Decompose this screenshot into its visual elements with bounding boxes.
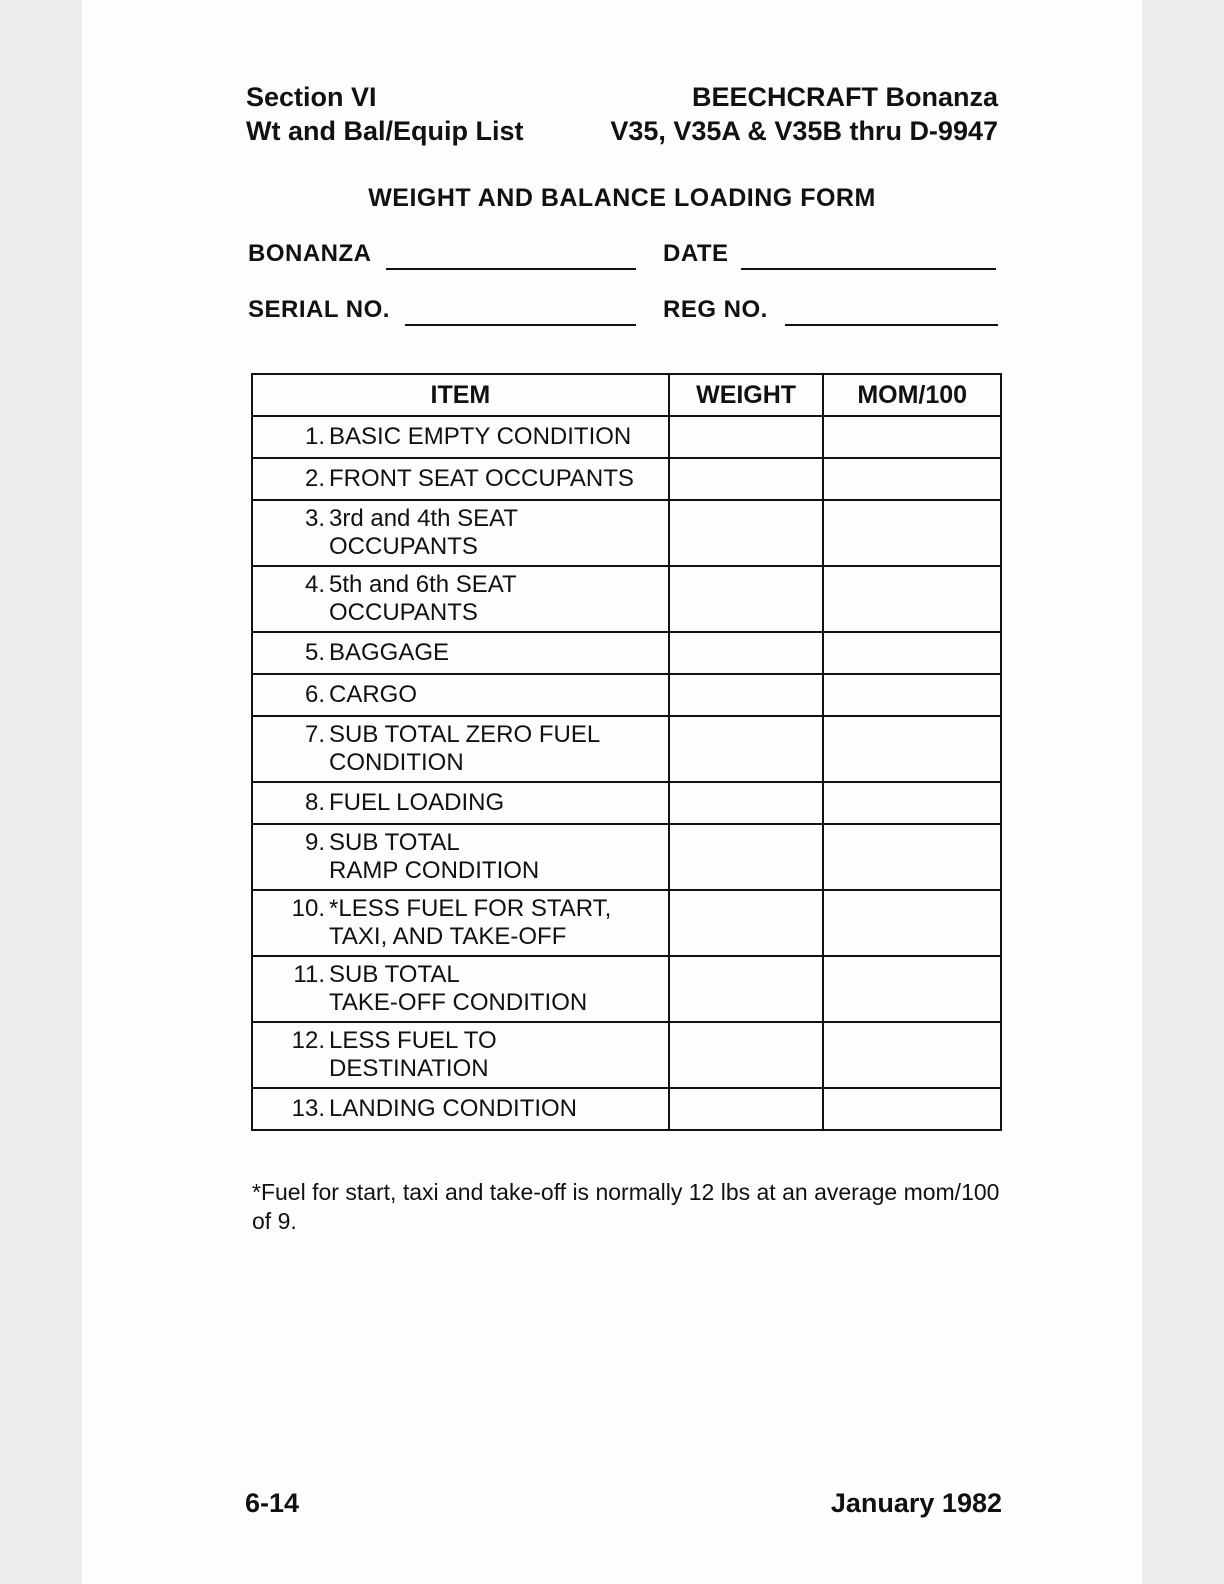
- item-label: FRONT SEAT OCCUPANTS: [329, 465, 634, 492]
- weight-cell[interactable]: [669, 1088, 824, 1130]
- reg-label: REG NO.: [663, 296, 768, 323]
- weight-cell[interactable]: [669, 890, 824, 956]
- moment-cell[interactable]: [823, 674, 1001, 716]
- item-number: 10.: [291, 895, 325, 922]
- table-row: [252, 782, 1001, 824]
- item-cell: [252, 416, 669, 458]
- item-label: SUB TOTAL RAMP CONDITION: [329, 829, 540, 884]
- item-number: 6.: [304, 681, 325, 708]
- table-row: [252, 632, 1001, 674]
- bonanza-field[interactable]: [386, 268, 636, 270]
- reg-field[interactable]: [785, 324, 998, 326]
- table-row: [252, 458, 1001, 500]
- subsection-label: Wt and Bal/Equip List: [246, 116, 524, 146]
- table-row: [252, 566, 1001, 632]
- item-number: 2.: [304, 465, 325, 492]
- item-number: 4.: [304, 571, 325, 598]
- item-cell: [252, 890, 669, 956]
- item-cell: [252, 716, 669, 782]
- col-header-moment: MOM/100: [823, 374, 1001, 416]
- item-label: CARGO: [329, 681, 418, 708]
- weight-cell[interactable]: [669, 782, 824, 824]
- item-cell: [252, 956, 669, 1022]
- col-header-item: ITEM: [252, 374, 669, 416]
- moment-cell[interactable]: [823, 416, 1001, 458]
- weight-cell[interactable]: [669, 956, 824, 1022]
- item-label: 3rd and 4th SEAT OCCUPANTS: [329, 505, 518, 560]
- section-label: Section VI: [246, 82, 377, 112]
- table-row: [252, 716, 1001, 782]
- serial-field[interactable]: [405, 324, 636, 326]
- item-cell: [252, 566, 669, 632]
- moment-cell[interactable]: [823, 890, 1001, 956]
- table-row: [252, 890, 1001, 956]
- item-label: 5th and 6th SEAT OCCUPANTS: [329, 571, 517, 626]
- weight-cell[interactable]: [669, 1022, 824, 1088]
- col-header-weight: WEIGHT: [669, 374, 824, 416]
- item-label: BAGGAGE: [329, 639, 450, 666]
- weight-cell[interactable]: [669, 674, 824, 716]
- weight-cell[interactable]: [669, 458, 824, 500]
- item-number: 1.: [304, 423, 325, 450]
- item-number: 11.: [293, 961, 325, 988]
- moment-cell[interactable]: [823, 956, 1001, 1022]
- item-label: LESS FUEL TO DESTINATION: [329, 1027, 497, 1082]
- table-row: [252, 1022, 1001, 1088]
- weight-cell[interactable]: [669, 716, 824, 782]
- table-header-row: [252, 374, 1001, 416]
- item-label: SUB TOTAL ZERO FUEL CONDITION: [329, 721, 601, 776]
- item-cell: [252, 458, 669, 500]
- item-number: 5.: [304, 639, 325, 666]
- fuel-footnote: *Fuel for start, taxi and take-off is normally 12 lbs at an average mom/100 of 9.: [252, 1179, 1000, 1234]
- table-row: [252, 824, 1001, 890]
- item-number: 8.: [304, 789, 325, 816]
- aircraft-label: BEECHCRAFT Bonanza: [691, 82, 998, 112]
- moment-cell[interactable]: [823, 1022, 1001, 1088]
- table-row: [252, 416, 1001, 458]
- bonanza-label: BONANZA: [248, 240, 372, 267]
- weight-cell[interactable]: [669, 824, 824, 890]
- item-number: 3.: [304, 505, 325, 532]
- moment-cell[interactable]: [823, 1088, 1001, 1130]
- item-cell: [252, 782, 669, 824]
- moment-cell[interactable]: [823, 782, 1001, 824]
- weight-cell[interactable]: [669, 416, 824, 458]
- item-number: 7.: [304, 721, 325, 748]
- table-row: [252, 956, 1001, 1022]
- weight-cell[interactable]: [669, 632, 824, 674]
- item-number: 12.: [291, 1027, 325, 1054]
- page-number: 6-14: [245, 1488, 300, 1518]
- moment-cell[interactable]: [823, 566, 1001, 632]
- moment-cell[interactable]: [823, 500, 1001, 566]
- date-label: DATE: [663, 240, 729, 267]
- revision-date: January 1982: [830, 1488, 1002, 1518]
- item-cell: [252, 1022, 669, 1088]
- item-cell: [252, 824, 669, 890]
- moment-cell[interactable]: [823, 824, 1001, 890]
- item-label: SUB TOTAL TAKE-OFF CONDITION: [329, 961, 588, 1016]
- loading-table: [251, 373, 1002, 1131]
- serial-label: SERIAL NO.: [248, 296, 390, 323]
- header-left: [246, 80, 524, 148]
- item-label: LANDING CONDITION: [329, 1095, 578, 1122]
- header-right: [610, 80, 998, 148]
- date-field[interactable]: [741, 268, 996, 270]
- table-row: [252, 500, 1001, 566]
- item-cell: [252, 1088, 669, 1130]
- models-label: V35, V35A & V35B thru D-9947: [610, 116, 998, 146]
- item-label: *LESS FUEL FOR START, TAXI, AND TAKE-OFF: [329, 895, 612, 950]
- item-number: 9.: [304, 829, 325, 856]
- table-row: [252, 1088, 1001, 1130]
- item-cell: [252, 632, 669, 674]
- item-cell: [252, 674, 669, 716]
- moment-cell[interactable]: [823, 632, 1001, 674]
- item-number: 13.: [291, 1095, 325, 1122]
- moment-cell[interactable]: [823, 716, 1001, 782]
- item-label: BASIC EMPTY CONDITION: [329, 423, 632, 450]
- weight-cell[interactable]: [669, 566, 824, 632]
- form-title: WEIGHT AND BALANCE LOADING FORM: [368, 184, 876, 212]
- item-label: FUEL LOADING: [329, 789, 505, 816]
- item-cell: [252, 500, 669, 566]
- moment-cell[interactable]: [823, 458, 1001, 500]
- weight-cell[interactable]: [669, 500, 824, 566]
- table-row: [252, 674, 1001, 716]
